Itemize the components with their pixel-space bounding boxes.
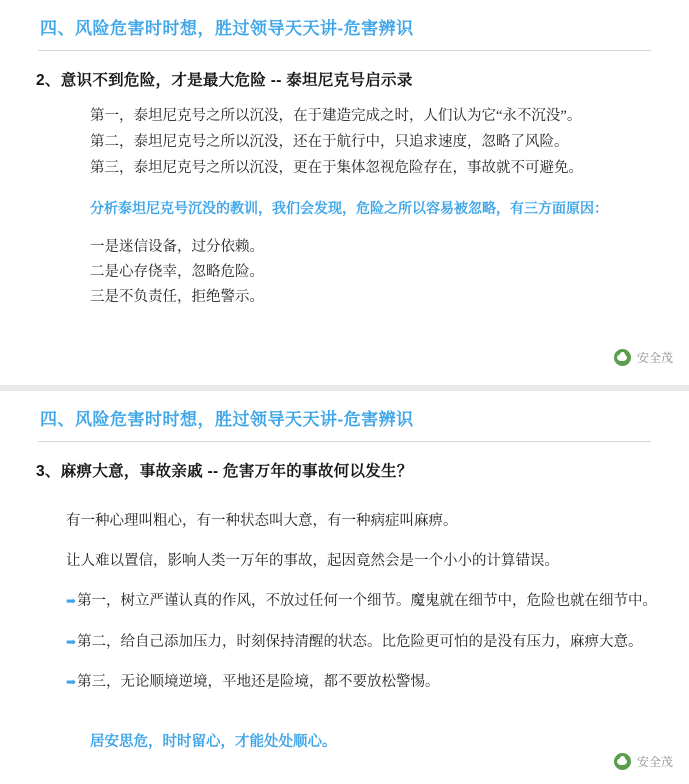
watermark-label: 安全茂	[636, 755, 673, 769]
paragraph: 第三，泰坦尼克号之所以沉没，更在于集体忽视危险存在，事故就不可避免。	[90, 159, 583, 176]
wechat-badge-icon	[614, 349, 631, 366]
bullet-text: 第二，给自己添加压力，时刻保持清醒的状态。比危险更可怕的是没有压力，麻痹大意。	[77, 633, 643, 650]
arrow-right-icon: ➡	[66, 675, 77, 690]
paragraph: 让人难以置信，影响人类一万年的事故，起因竟然会是一个小小的计算错误。	[66, 552, 559, 569]
slide-section-2	[0, 391, 689, 784]
reason-item: 一是迷信设备，过分依赖。	[90, 238, 264, 255]
wechat-badge-icon	[614, 753, 631, 770]
bullet-item	[66, 629, 659, 655]
paragraph: 有一种心理叫粗心，有一种状态叫大意，有一种病症叫麻痹。	[66, 512, 458, 529]
slide-title-2: 四、风险危害时时想，胜过领导天天讲-危害辨识	[40, 410, 414, 429]
bullet-text: 第三，无论顺境逆境，平地还是险境，都不要放松警惕。	[77, 674, 440, 691]
reason-item: 三是不负责任，拒绝警示。	[90, 288, 264, 305]
bullet-item	[66, 669, 659, 695]
bullet-item	[66, 588, 659, 614]
reason-item: 二是心存侥幸，忽略危险。	[90, 263, 264, 280]
arrow-right-icon: ➡	[66, 594, 77, 609]
slide-title-1: 四、风险危害时时想，胜过领导天天讲-危害辨识	[40, 19, 414, 38]
highlight-text: 分析泰坦尼克号沉没的教训，我们会发现，危险之所以容易被忽略，有三方面原因：	[90, 199, 608, 216]
watermark-2	[614, 753, 673, 770]
slide-body-1	[0, 90, 689, 310]
paragraph: 第一，泰坦尼克号之所以沉没，在于建造完成之时，人们认为它“永不沉没”。	[90, 107, 582, 124]
slide-section-1	[0, 0, 689, 385]
slide-body-2	[0, 481, 689, 696]
watermark-1	[614, 349, 673, 366]
closing-statement: 居安思危，时时留心，才能处处顺心。	[90, 733, 337, 750]
arrow-right-icon: ➡	[66, 634, 77, 649]
bullet-text: 第一，树立严谨认真的作风，不放过任何一个细节。魔鬼就在细节中，危险也就在细节中。	[77, 593, 658, 610]
paragraph: 第二，泰坦尼克号之所以沉没，还在于航行中，只追求速度，忽略了风险。	[90, 133, 569, 150]
slide-subtitle-1: 2、意识不到危险，才是最大危险 -- 泰坦尼克号启示录	[36, 71, 413, 89]
watermark-label: 安全茂	[636, 351, 673, 365]
slide-subtitle-2: 3、麻痹大意，事故亲戚 -- 危害万年的事故何以发生？	[36, 462, 413, 480]
